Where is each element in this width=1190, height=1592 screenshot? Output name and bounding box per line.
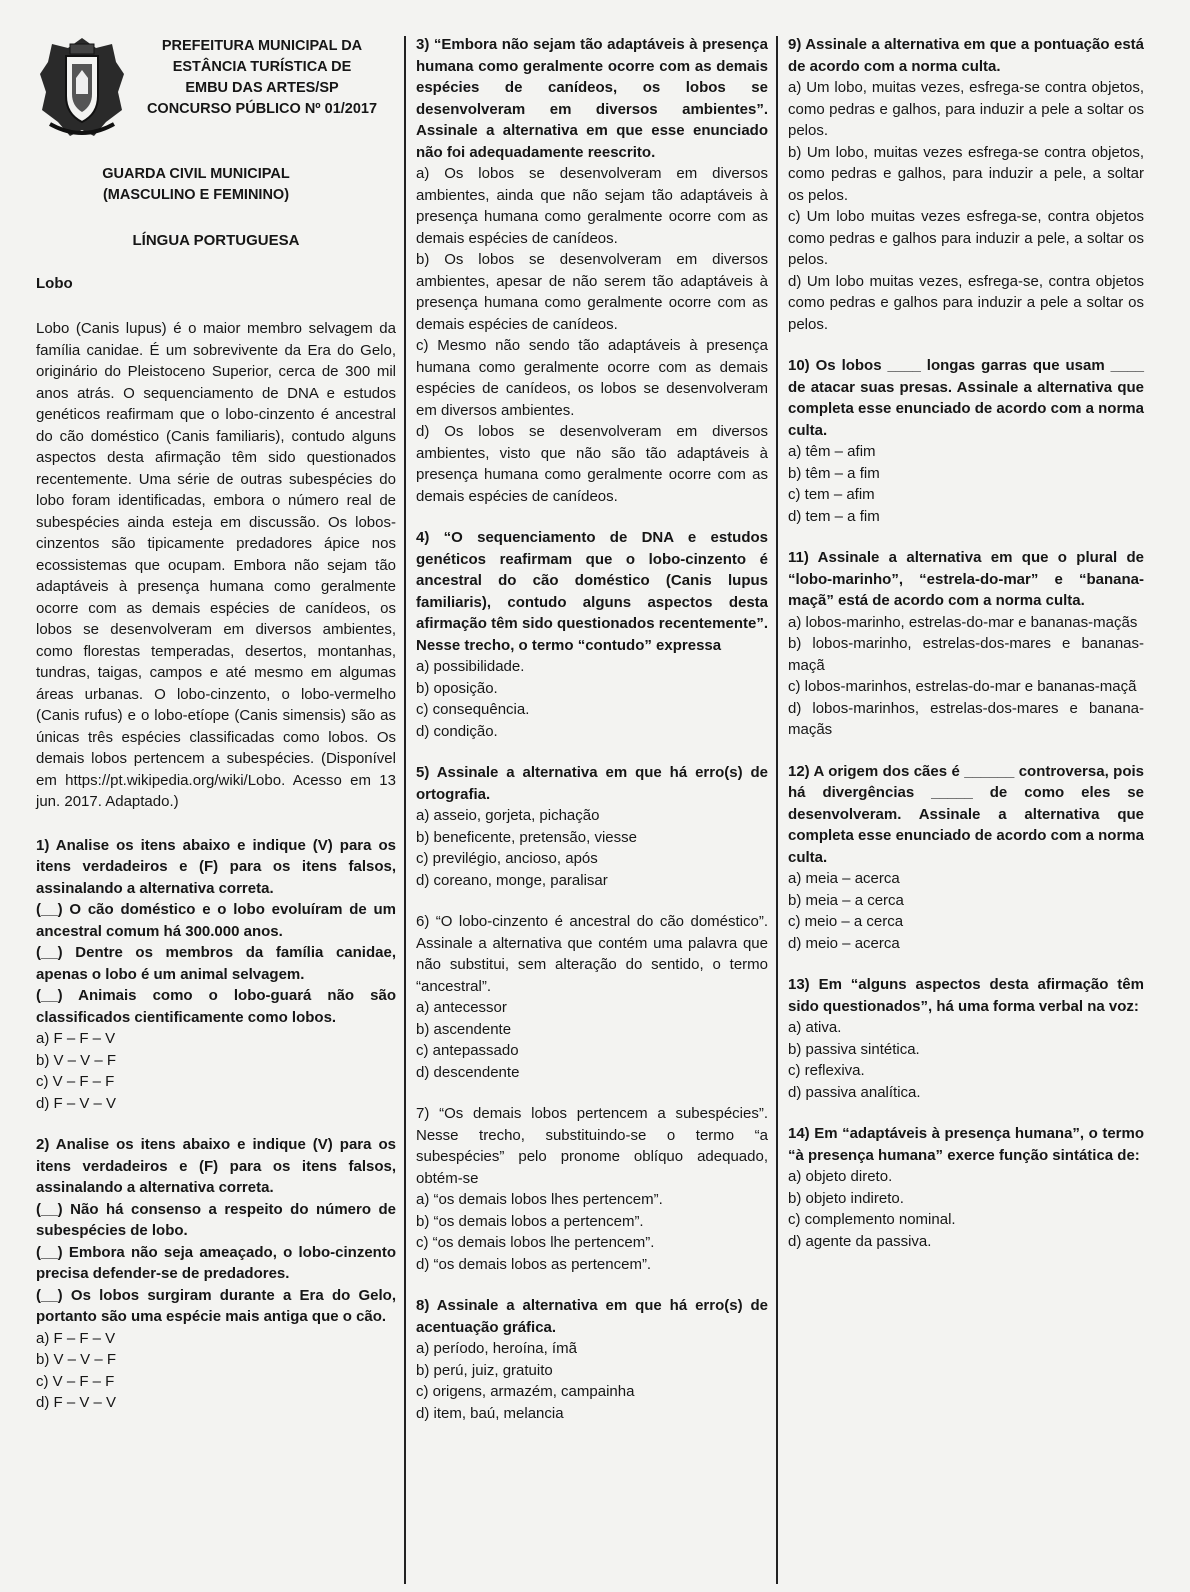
answer-option[interactable]: a) período, heroína, ímã [416, 1340, 577, 1357]
answer-option[interactable]: c) complemento nominal. [788, 1211, 956, 1228]
answer-option[interactable]: b) lobos-marinho, estrelas-dos-mares e bananas-maçã [788, 635, 1144, 674]
statement-item[interactable]: (__) Embora não seja ameaçado, o lobo-cinzento precisa defender-se de predadores. [36, 1243, 396, 1282]
answer-option[interactable]: b) objeto indireto. [788, 1189, 904, 1207]
answer-option[interactable]: d) condição. [416, 722, 498, 740]
answer-option[interactable]: b) meia – a cerca [788, 891, 904, 909]
answer-option[interactable]: d) agente da passiva. [788, 1232, 932, 1250]
statement-item[interactable]: (__) O cão doméstico e o lobo evoluíram de um ancestral comum há 300.000 anos. [36, 901, 396, 940]
answer-option[interactable]: b) oposição. [416, 679, 498, 697]
position-line: GUARDA CIVIL MUNICIPAL [102, 166, 290, 182]
question-prompt: 14) Em “adaptáveis à presença humana”, o termo “à presença humana” exerce função sintática de: [788, 1125, 1144, 1164]
subject-title: LÍNGUA PORTUGUESA [132, 232, 300, 249]
column-2 [416, 34, 768, 1444]
reading-text: Lobo (Canis lupus) é o maior membro selvagem da família canidae. É um sobrevivente da Era do Gelo, originário do Pleistoceno Superior, cerca de 300 mil anos atrás. O sequenciamento de DNA e estudos genéticos reafirmam que o lobo-cinzento é ancestral do cão doméstico (Canis familiaris), contudo alguns aspectos desta afirmação têm sido questionados recentemente. Uma série de outras subespécies do lobo foram identificadas, embora o número real de subespécies ainda esteja em discussão. Os lobos-cinzentos são tipicamente predadores ápice nos ecossistemas que ocupam. Embora não sejam tão adaptáveis à presença humana como geralmente ocorre com as demais espécies de canídeos, os lobos se desenvolveram em diversos ambientes, como florestas temperadas, desertos, montanhas, tundras, taigas, campos e até mesmo em algumas áreas urbanas. O lobo-cinzento, o lobo-vermelho (Canis rufus) e o lobo-etíope (Canis simensis) são as únicas três espécies classificadas como lobos. Os demais lobos pertencem a subespécies. (Disponível em https://pt.wikipedia.org/wiki/Lobo. Acesso em 13 jun. 2017. Adaptado.) [36, 320, 396, 810]
question-prompt: 5) Assinale a alternativa em que há erro(s) de ortografia. [416, 764, 768, 803]
question-14 [788, 1123, 1144, 1252]
question-prompt: 11) Assinale a alternativa em que o plural de “lobo-marinho”, “estrela-do-mar” e “banana-maçã” está de acordo com a norma culta. [788, 549, 1144, 609]
answer-option[interactable]: c) Mesmo não sendo tão adaptáveis à presença humana como geralmente ocorre com as demais espécies de canídeos, os lobos se desenvolveram em diversos ambientes. [416, 337, 768, 419]
column-divider [776, 36, 778, 1584]
answer-option[interactable]: c) previlégio, ancioso, após [416, 850, 598, 867]
answer-option[interactable]: d) coreano, monge, paralisar [416, 871, 608, 889]
question-6 [416, 911, 768, 1083]
question-11 [788, 547, 1144, 741]
answer-option[interactable]: b) Os lobos se desenvolveram em diversos ambientes, apesar de não serem tão adaptáveis à presença humana como geralmente ocorre com as demais espécies de canídeos. [416, 251, 768, 333]
answer-option[interactable]: b) Um lobo, muitas vezes esfrega-se contra objetos, como pedras e galhos, para induzir a pele, a soltar os pelos. [788, 143, 1144, 204]
statement-item[interactable]: (__) Animais como o lobo-guará não são classificados cientificamente como lobos. [36, 987, 396, 1026]
answer-option[interactable]: b) “os demais lobos a pertencem”. [416, 1212, 644, 1230]
answer-option[interactable]: a) possibilidade. [416, 658, 525, 675]
answer-option[interactable]: d) lobos-marinhos, estrelas-dos-mares e banana-maçãs [788, 699, 1144, 738]
column-1 [36, 34, 396, 1434]
answer-option[interactable]: c) “os demais lobos lhe pertencem”. [416, 1234, 655, 1251]
answer-option[interactable]: a) têm – afim [788, 443, 876, 460]
question-2 [36, 1134, 396, 1414]
question-prompt: 2) Analise os itens abaixo e indique (V) para os itens verdadeiros e (F) para os itens falsos, assinalando a alternativa correta. [36, 1136, 396, 1196]
question-3 [416, 34, 768, 507]
answer-option[interactable]: b) passiva sintética. [788, 1040, 920, 1058]
municipal-coat-of-arms-icon [36, 34, 128, 142]
question-prompt: 3) “Embora não sejam tão adaptáveis à presença humana como geralmente ocorre com as demais espécies de canídeos, os lobos se desenvolveram em diversos ambientes”. Assinale a alternativa em que esse enunciado não foi adequadamente reescrito. [416, 36, 768, 161]
answer-option[interactable]: a) ativa. [788, 1019, 842, 1036]
answer-option[interactable]: c) lobos-marinhos, estrelas-do-mar e bananas-maçã [788, 678, 1137, 695]
answer-option[interactable]: c) antepassado [416, 1042, 519, 1059]
answer-option[interactable]: c) V – F – F [36, 1073, 115, 1090]
answer-option[interactable]: a) F – F – V [36, 1329, 116, 1347]
answer-option[interactable]: a) asseio, gorjeta, pichação [416, 807, 600, 824]
document-header [36, 34, 396, 142]
question-13 [788, 974, 1144, 1103]
question-8 [416, 1295, 768, 1424]
question-prompt: 6) “O lobo-cinzento é ancestral do cão doméstico”. Assinale a alternativa que contém uma palavra que não substitui, sem alteração do sentido, o termo “ancestral”. [416, 913, 768, 995]
answer-option[interactable]: c) tem – afim [788, 486, 875, 503]
question-12 [788, 761, 1144, 955]
column-divider [404, 36, 406, 1584]
statement-item[interactable]: (__) Os lobos surgiram durante a Era do Gelo, portanto são uma espécie mais antiga que o cão. [36, 1286, 396, 1325]
answer-option[interactable]: c) consequência. [416, 701, 530, 718]
answer-option[interactable]: d) item, baú, melancia [416, 1404, 564, 1422]
answer-option[interactable]: a) meia – acerca [788, 870, 900, 887]
answer-option[interactable]: a) F – F – V [36, 1030, 116, 1047]
answer-option[interactable]: d) passiva analítica. [788, 1083, 921, 1101]
question-1 [36, 835, 396, 1115]
answer-option[interactable]: d) F – V – V [36, 1394, 117, 1411]
question-prompt: 1) Analise os itens abaixo e indique (V) para os itens verdadeiros e (F) para os itens falsos, assinalando a alternativa correta. [36, 836, 396, 897]
answer-option[interactable]: b) têm – a fim [788, 464, 880, 482]
question-prompt: 13) Em “alguns aspectos desta afirmação têm sido questionados”, há uma forma verbal na voz: [788, 976, 1144, 1015]
answer-option[interactable]: d) F – V – V [36, 1094, 117, 1112]
position-line: (MASCULINO E FEMININO) [102, 187, 290, 203]
header-line: ESTÂNCIA TURÍSTICA DE [172, 59, 352, 75]
answer-option[interactable]: b) ascendente [416, 1020, 512, 1038]
answer-option[interactable]: c) meio – a cerca [788, 913, 904, 930]
header-line: PREFEITURA MUNICIPAL DA [161, 38, 363, 54]
header-line: CONCURSO PÚBLICO Nº 01/2017 [146, 101, 378, 117]
answer-option[interactable]: b) V – V – F [36, 1351, 117, 1368]
answer-option[interactable]: a) antecessor [416, 999, 507, 1016]
position-title [36, 164, 396, 206]
question-prompt: 10) Os lobos ____ longas garras que usam ____ de atacar suas presas. Assinale a alternativa que completa esse enunciado de acordo com a norma culta. [788, 357, 1144, 439]
question-10 [788, 355, 1144, 527]
answer-option[interactable]: b) perú, juiz, gratuito [416, 1361, 553, 1379]
question-9 [788, 34, 1144, 335]
answer-option[interactable]: a) Um lobo, muitas vezes, esfrega-se contra objetos, como pedras e galhos, para induzir a pele a soltar os pelos. [788, 79, 1144, 139]
question-prompt: 4) “O sequenciamento de DNA e estudos genéticos reafirmam que o lobo-cinzento é ancestral do cão doméstico (Canis lupus familiaris), contudo alguns aspectos desta afirmação têm sido questionados recentemente”. Nesse trecho, o termo “contudo” expressa [416, 529, 768, 654]
answer-option[interactable]: d) Os lobos se desenvolveram em diversos ambientes, visto que não são tão adaptáveis à presença humana como geralmente ocorre com as demais espécies de canídeos. [416, 423, 768, 505]
text-title: Lobo [36, 275, 73, 292]
answer-option[interactable]: a) lobos-marinho, estrelas-do-mar e bananas-maçãs [788, 613, 1138, 631]
question-prompt: 12) A origem dos cães é ______ controversa, pois há divergências _____ de como eles se desenvolveram. Assinale a alternativa que completa esse enunciado de acordo com a norma culta. [788, 762, 1144, 866]
answer-option[interactable]: b) V – V – F [36, 1051, 117, 1069]
answer-option[interactable]: a) Os lobos se desenvolveram em diversos ambientes, ainda que não sejam tão adaptáveis à presença humana como geralmente ocorre com as demais espécies de canídeos. [416, 165, 768, 247]
column-3 [788, 34, 1144, 1272]
answer-option[interactable]: b) beneficente, pretensão, viesse [416, 828, 637, 846]
question-prompt: 9) Assinale a alternativa em que a pontuação está de acordo com a norma culta. [788, 36, 1144, 75]
answer-option[interactable]: d) meio – acerca [788, 934, 900, 952]
question-7 [416, 1103, 768, 1275]
question-4 [416, 527, 768, 742]
statement-item[interactable]: (__) Não há consenso a respeito do número de subespécies de lobo. [36, 1200, 396, 1239]
answer-option[interactable]: c) V – F – F [36, 1372, 115, 1390]
answer-option[interactable]: a) “os demais lobos lhes pertencem”. [416, 1191, 663, 1208]
question-prompt: 8) Assinale a alternativa em que há erro(s) de acentuação gráfica. [416, 1297, 768, 1336]
answer-option[interactable]: d) “os demais lobos as pertencem”. [416, 1255, 652, 1273]
answer-option[interactable]: d) descendente [416, 1063, 520, 1081]
answer-option[interactable]: c) origens, armazém, campainha [416, 1383, 635, 1400]
statement-item[interactable]: (__) Dentre os membros da família canidae, apenas o lobo é um animal selvagem. [36, 944, 396, 983]
header-line: EMBU DAS ARTES/SP [185, 80, 339, 96]
answer-option[interactable]: d) Um lobo muitas vezes, esfrega-se, contra objetos como pedras e galhos para induzir a pele a soltar os pelos. [788, 272, 1144, 333]
question-5 [416, 762, 768, 891]
answer-option[interactable]: c) reflexiva. [788, 1062, 865, 1079]
question-prompt: 7) “Os demais lobos pertencem a subespécies”. Nesse trecho, substituindo-se o termo “a subespécies” pelo pronome oblíquo adequado, obtém-se [416, 1105, 768, 1187]
answer-option[interactable]: c) Um lobo muitas vezes esfrega-se, contra objetos como pedras e galhos para induzir a pele, a soltar os pelos. [788, 208, 1144, 268]
answer-option[interactable]: d) tem – a fim [788, 507, 880, 525]
answer-option[interactable]: a) objeto direto. [788, 1168, 893, 1185]
